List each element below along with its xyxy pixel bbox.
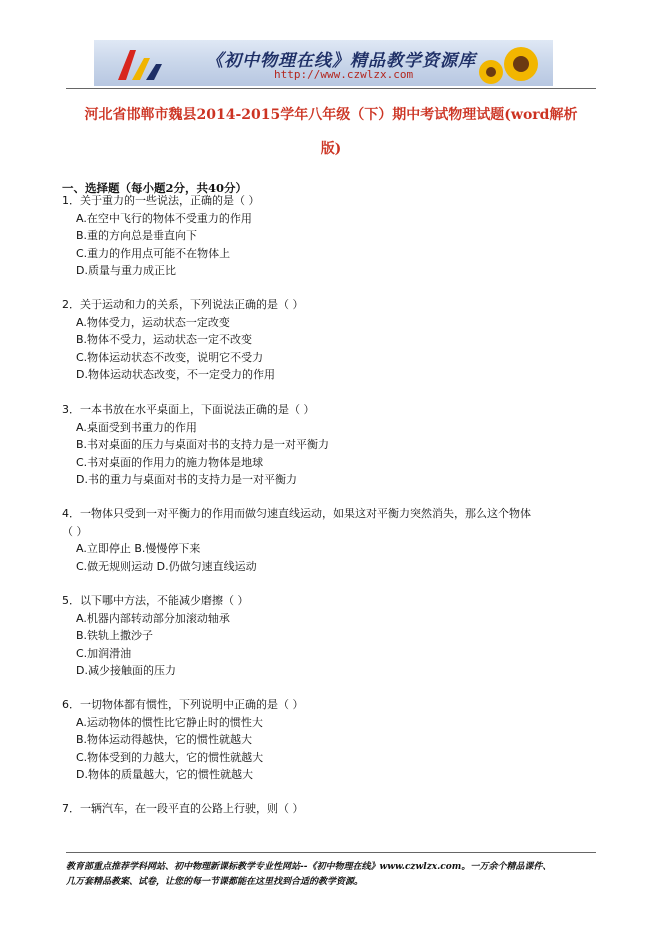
footer-rule — [66, 852, 596, 853]
question-stem: 1．关于重力的一些说法，正确的是（ ） — [62, 194, 260, 207]
question-1 — [62, 192, 602, 280]
option: A.在空中飞行的物体不受重力的作用 — [76, 211, 252, 225]
question-6 — [62, 696, 602, 784]
option: D.物体运动状态改变，不一定受力的作用 — [76, 368, 275, 381]
question-7 — [62, 800, 602, 818]
option: D.质量与重力成正比 — [76, 264, 176, 277]
page-footer — [66, 860, 606, 890]
sunflower-icon — [469, 42, 549, 86]
option: D.物体的质量越大，它的惯性就越大 — [76, 768, 253, 781]
czwlzx-logo-icon — [110, 44, 170, 84]
option: C.物体运动状态不改变，说明它不受力 — [76, 350, 264, 364]
question-stem: 3．一本书放在水平桌面上，下面说法正确的是（ ） — [62, 403, 315, 416]
question-stem-continued: （ ） — [62, 524, 88, 538]
option: B.铁轨上撒沙子 — [76, 629, 154, 642]
option: C.书对桌面的作用力的施力物体是地球 — [76, 455, 264, 469]
footer-line-1: 教育部重点推荐学科网站、初中物理新课标教学专业性网站--《初中物理在线》www.czwlzx.com。一万余个精品课件、 — [66, 862, 552, 872]
banner-url[interactable]: http://www.czwlzx.com — [274, 68, 414, 81]
option: D.减少接触面的压力 — [76, 664, 176, 677]
banner-title: 《初中物理在线》精品教学资源库 — [206, 51, 476, 71]
question-stem: 2．关于运动和力的关系，下列说法正确的是（ ） — [62, 298, 304, 311]
question-3 — [62, 401, 602, 489]
option: B.物体不受力，运动状态一定不改变 — [76, 333, 253, 346]
question-stem: 6．一切物体都有惯性，下列说明中正确的是（ ） — [62, 698, 304, 711]
option: D.书的重力与桌面对书的支持力是一对平衡力 — [76, 473, 297, 486]
option: B.重的方向总是垂直向下 — [76, 229, 198, 242]
option: A.运动物体的惯性比它静止时的惯性大 — [76, 715, 263, 729]
footer-line-2: 几万套精品教案、试卷，让您的每一节课都能在这里找到合适的教学资源。 — [66, 877, 364, 887]
question-stem: 4．一物体只受到一对平衡力的作用而做匀速直线运动，如果这对平衡力突然消失，那么这个物体 — [62, 507, 531, 520]
option: B.物体运动得越快，它的惯性就越大 — [76, 733, 253, 746]
option: A.立即停止 B.慢慢停下来 — [76, 542, 201, 555]
header-rule — [66, 88, 596, 89]
question-5 — [62, 592, 602, 680]
question-2 — [62, 296, 602, 384]
header-banner — [94, 40, 553, 86]
option: A.物体受力，运动状态一定改变 — [76, 315, 230, 329]
question-stem: 7．一辆汽车，在一段平直的公路上行驶，则（ ） — [62, 802, 304, 815]
document-title — [58, 98, 604, 166]
option: C.重力的作用点可能不在物体上 — [76, 246, 231, 260]
option: C.物体受到的力越大，它的惯性就越大 — [76, 750, 264, 764]
option: A.桌面受到书重力的作用 — [76, 420, 197, 434]
option: C.加润滑油 — [76, 646, 132, 660]
document-title-line2: 版) — [320, 141, 342, 157]
option: B.书对桌面的压力与桌面对书的支持力是一对平衡力 — [76, 438, 330, 451]
document-title-line1: 河北省邯郸市魏县2014-2015学年八年级（下）期中考试物理试题(word解析 — [84, 107, 578, 123]
question-4 — [62, 505, 602, 575]
section-heading: 一、选择题（每小题2分，共40分） — [62, 181, 248, 195]
option: A.机器内部转动部分加滚动轴承 — [76, 611, 230, 625]
option: C.做无规则运动 D.仍做匀速直线运动 — [76, 559, 257, 573]
question-stem: 5．以下哪中方法，不能减少磨擦（ ） — [62, 594, 249, 607]
